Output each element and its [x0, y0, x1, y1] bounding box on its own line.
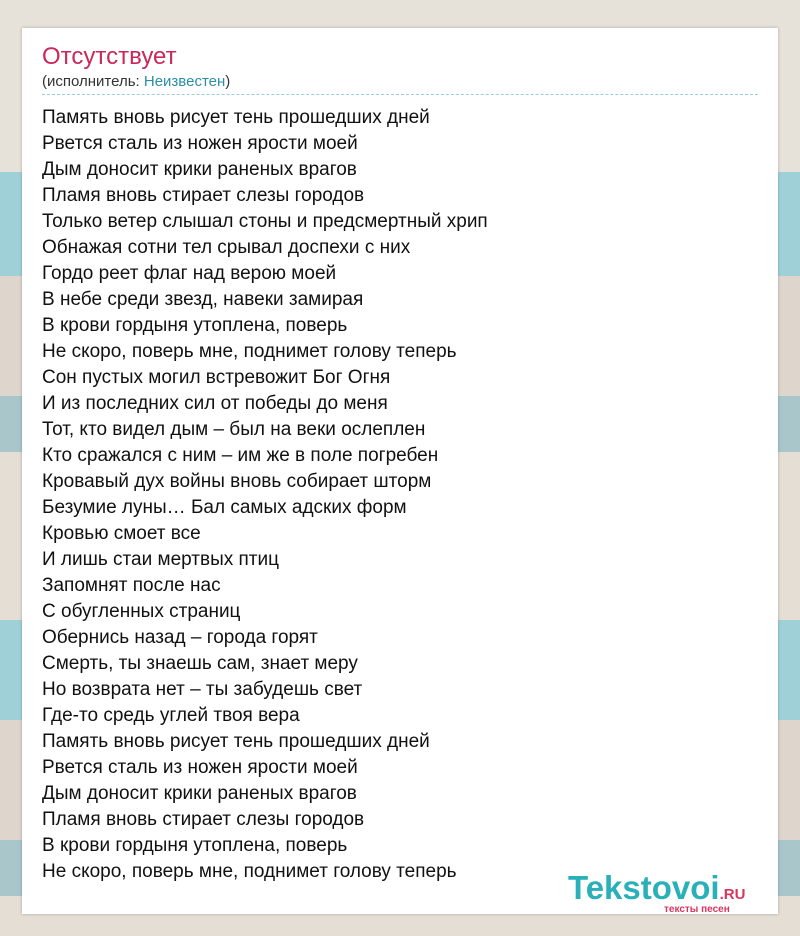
lyric-line: И лишь стаи мертвых птиц: [42, 549, 279, 570]
artist-suffix: ): [225, 73, 231, 90]
lyric-line: Где-то средь углей твоя вера: [42, 705, 300, 726]
site-logo[interactable]: [568, 870, 778, 914]
lyric-line: Безумие луны… Бал самых адских форм: [42, 497, 407, 518]
lyric-line: Кровавый дух войны вновь собирает шторм: [42, 471, 432, 492]
lyric-line: Рвется сталь из ножен ярости моей: [42, 757, 358, 778]
lyric-line: Дым доносит крики раненых врагов: [42, 783, 357, 804]
logo-tagline: тексты песен: [664, 904, 730, 915]
lyric-line: Память вновь рисует тень прошедших дней: [42, 107, 430, 128]
lyric-line: Смерть, ты знаешь сам, знает меру: [42, 653, 358, 674]
title-divider: [42, 94, 758, 95]
lyric-line: Кровью смоет все: [42, 523, 201, 544]
lyric-line: В небе среди звезд, навеки замирая: [42, 289, 364, 310]
lyric-line: Обернись назад – города горят: [42, 627, 318, 648]
artist-prefix: (исполнитель:: [42, 73, 144, 90]
lyric-line: Гордо реет флаг над верою моей: [42, 263, 337, 284]
lyric-line: С обугленных страниц: [42, 601, 241, 622]
lyric-line: Рвется сталь из ножен ярости моей: [42, 133, 358, 154]
lyric-line: Сон пустых могил встревожит Бог Огня: [42, 367, 391, 388]
lyric-line: Память вновь рисует тень прошедших дней: [42, 731, 430, 752]
song-title: Отсутствует: [42, 43, 177, 70]
lyric-line: Обнажая сотни тел срывал доспехи с них: [42, 237, 411, 258]
artist-link[interactable]: Неизвестен: [143, 73, 226, 90]
lyrics-card: [22, 28, 778, 914]
lyric-line: Дым доносит крики раненых врагов: [42, 159, 357, 180]
logo-main-text: Tekstovoi: [568, 869, 720, 906]
lyrics-text: [42, 105, 488, 885]
logo-tld: .RU: [719, 886, 746, 903]
lyric-line: Кто сражался с ним – им же в поле погребен: [42, 445, 439, 466]
lyric-line: Только ветер слышал стоны и предсмертный хрип: [42, 211, 488, 232]
artist-line: [42, 73, 230, 91]
lyric-line: Не скоро, поверь мне, поднимет голову теперь: [42, 861, 457, 882]
lyric-line: И из последних сил от победы до меня: [42, 393, 388, 414]
lyric-line: Не скоро, поверь мне, поднимет голову теперь: [42, 341, 457, 362]
lyric-line: В крови гордыня утоплена, поверь: [42, 835, 348, 856]
lyric-line: Запомнят после нас: [42, 575, 221, 596]
lyric-line: Пламя вновь стирает слезы городов: [42, 185, 365, 206]
lyric-line: Пламя вновь стирает слезы городов: [42, 809, 365, 830]
lyric-line: Но возврата нет – ты забудешь свет: [42, 679, 363, 700]
lyric-line: В крови гордыня утоплена, поверь: [42, 315, 348, 336]
lyric-line: Тот, кто видел дым – был на веки ослеплен: [42, 419, 426, 440]
